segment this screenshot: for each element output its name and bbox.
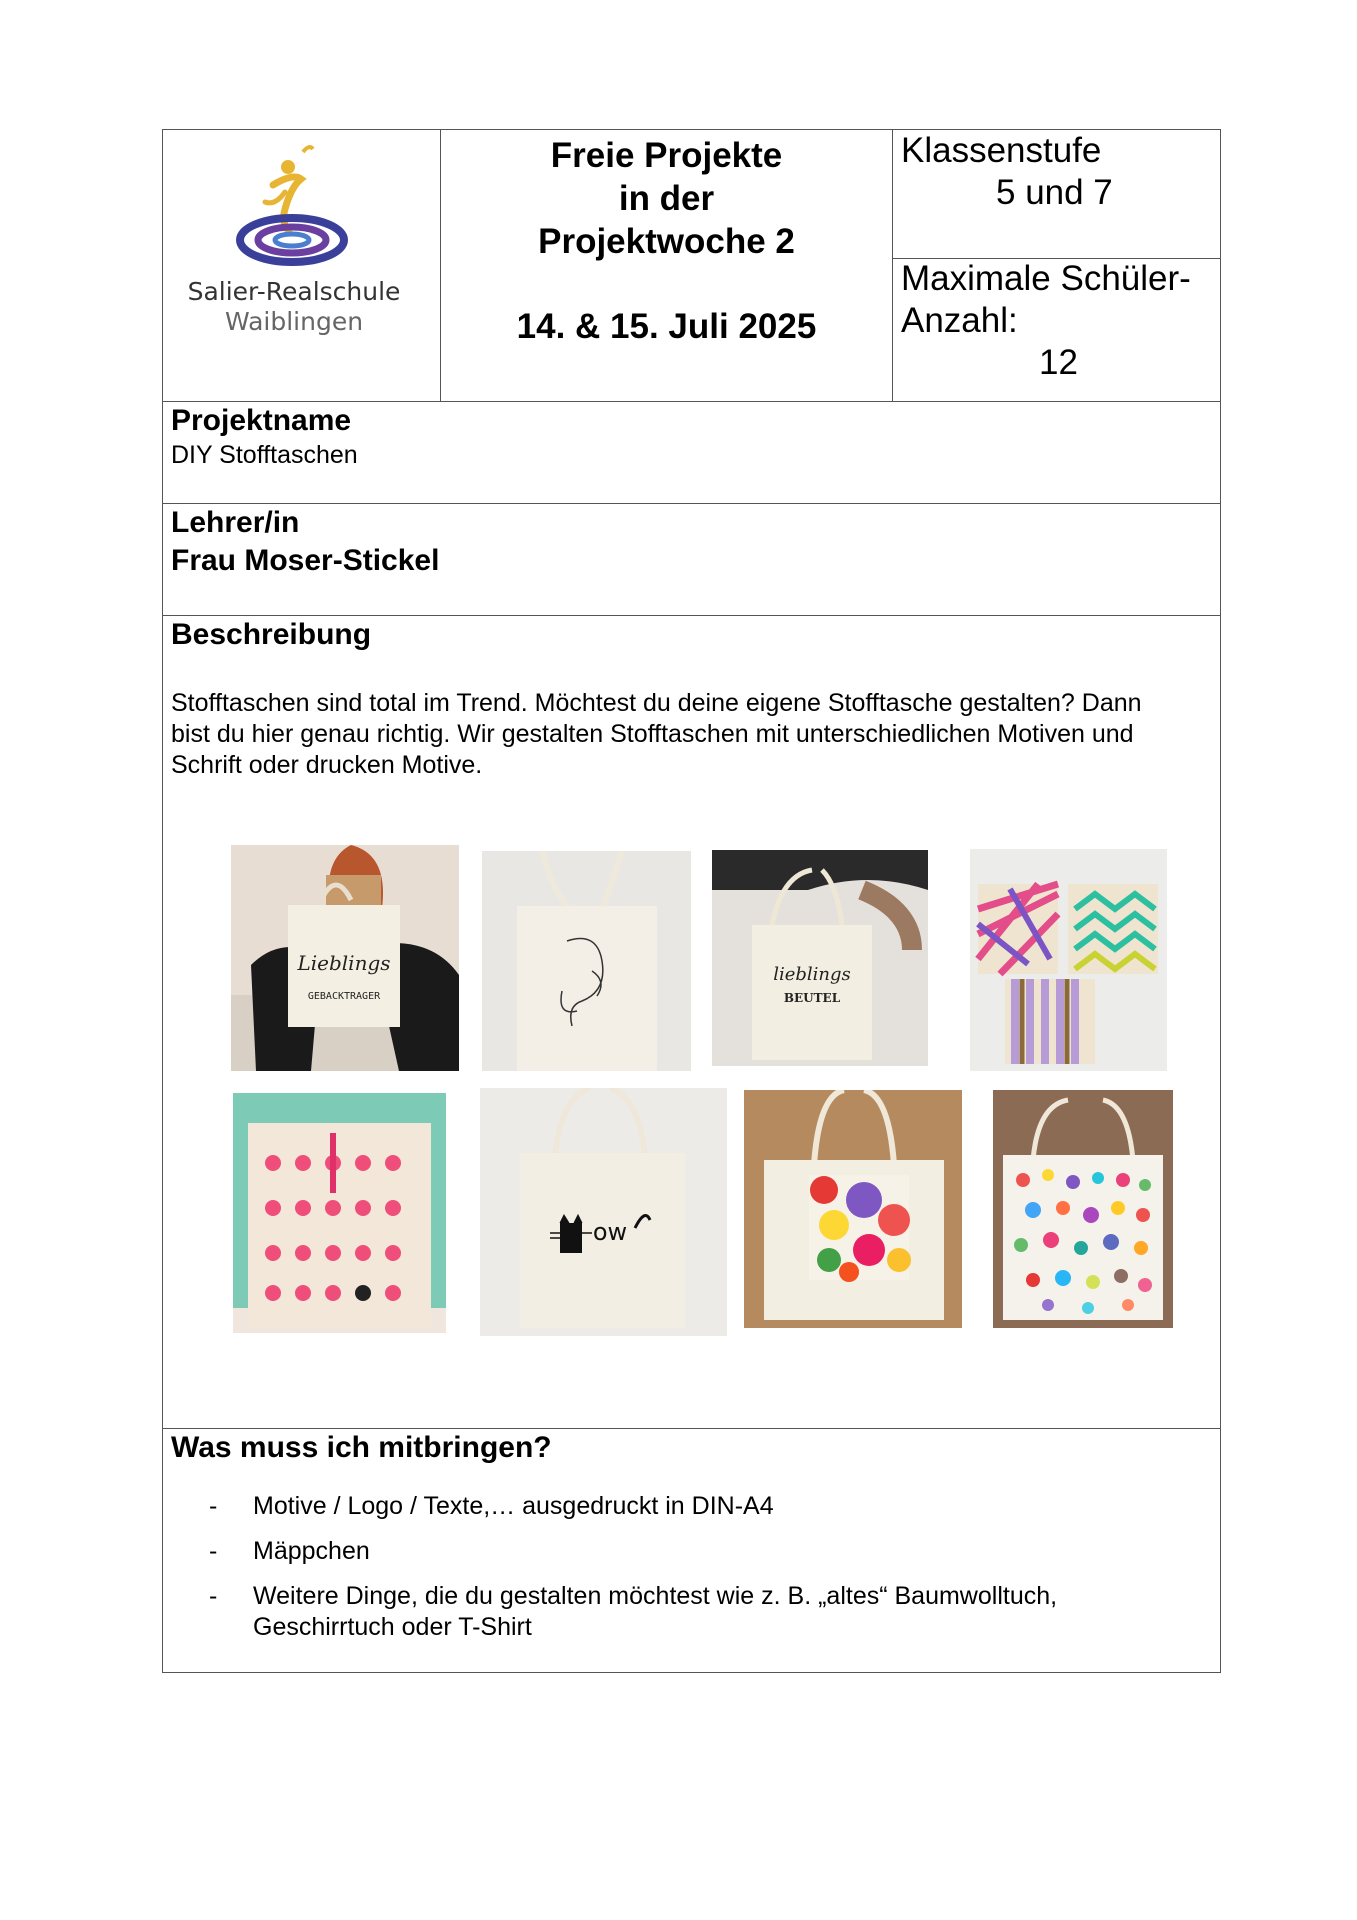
teacher-row bbox=[163, 504, 1220, 616]
photo-3-text-2: BEUTEL bbox=[783, 991, 841, 1005]
project-row bbox=[163, 402, 1220, 504]
list-item bbox=[163, 1581, 1193, 1643]
photo-3-text-1: lieblings bbox=[773, 964, 851, 985]
photo-meow-cat bbox=[480, 1088, 727, 1336]
teacher-name: Frau Moser-Stickel bbox=[171, 544, 440, 577]
photo-geometric-stripes bbox=[970, 849, 1167, 1071]
grade-label: Klassenstufe bbox=[901, 131, 1102, 170]
bring-list bbox=[163, 1491, 1220, 1643]
project-sheet bbox=[162, 129, 1221, 1673]
logo-school-name: Salier-Realschule bbox=[187, 277, 401, 306]
bring-heading: Was muss ich mitbringen? bbox=[171, 1431, 552, 1464]
title-cell bbox=[441, 130, 893, 401]
page-title bbox=[441, 134, 892, 263]
photo-flamingos bbox=[233, 1093, 446, 1333]
description-text: Stofftaschen sind total im Trend. Möchtest du deine eigene Stofftasche gestalten? Dann bist du hier genau richtig. Wir gestalten Stofftaschen mit unterschiedlichen Motiven und Schrift oder drucken Motive. bbox=[171, 689, 1142, 779]
max-students-value: 12 bbox=[1039, 343, 1078, 382]
list-item-text: Weitere Dinge, die du gestalten möchtest wie z. B. „altes“ Baumwolltuch, Geschirrtuch oder T-Shirt bbox=[253, 1582, 1058, 1641]
description-heading: Beschreibung bbox=[171, 618, 372, 651]
photo-hearts bbox=[993, 1090, 1173, 1328]
list-dash: - bbox=[209, 1582, 218, 1610]
logo-town: Waiblingen bbox=[224, 307, 364, 336]
list-item-text: Mäppchen bbox=[253, 1537, 370, 1565]
photo-flowers bbox=[744, 1090, 962, 1328]
project-heading: Projektname bbox=[171, 404, 352, 437]
list-dash: - bbox=[209, 1537, 218, 1565]
photo-lieblings-beutel bbox=[712, 850, 928, 1066]
header-row bbox=[163, 130, 1220, 402]
photo-line-art-face bbox=[482, 851, 691, 1071]
description-row bbox=[163, 616, 1220, 1429]
list-dash: - bbox=[209, 1492, 218, 1520]
project-date: 14. & 15. Juli 2025 bbox=[516, 307, 817, 346]
max-students-label-2: Anzahl: bbox=[901, 301, 1018, 340]
photo-1-text-2: GEBACKTRAGER bbox=[307, 991, 381, 1002]
grade-value: 5 und 7 bbox=[996, 173, 1113, 212]
title-line-1: Freie Projekte bbox=[550, 136, 783, 175]
project-name: DIY Stofftaschen bbox=[171, 441, 358, 469]
logo-cell bbox=[163, 130, 441, 401]
title-line-2: in der bbox=[618, 179, 715, 218]
photo-lieblings-gebacktrager bbox=[231, 845, 459, 1071]
bring-row bbox=[163, 1429, 1220, 1674]
max-students-label-1: Maximale Schüler- bbox=[901, 259, 1191, 298]
grade-box bbox=[893, 130, 1220, 259]
list-item-text: Motive / Logo / Texte,… ausgedruckt in DIN-A4 bbox=[253, 1492, 774, 1520]
photo-1-text-1: Lieblings bbox=[297, 951, 391, 975]
school-logo bbox=[163, 130, 441, 402]
title-line-3: Projektwoche 2 bbox=[538, 222, 795, 261]
max-students-box bbox=[893, 258, 1220, 384]
list-item bbox=[163, 1536, 1193, 1567]
list-item bbox=[163, 1491, 1193, 1522]
teacher-heading: Lehrer/in bbox=[171, 506, 300, 539]
info-cell bbox=[893, 130, 1220, 401]
photo-6-text-1: ow bbox=[592, 1218, 628, 1246]
